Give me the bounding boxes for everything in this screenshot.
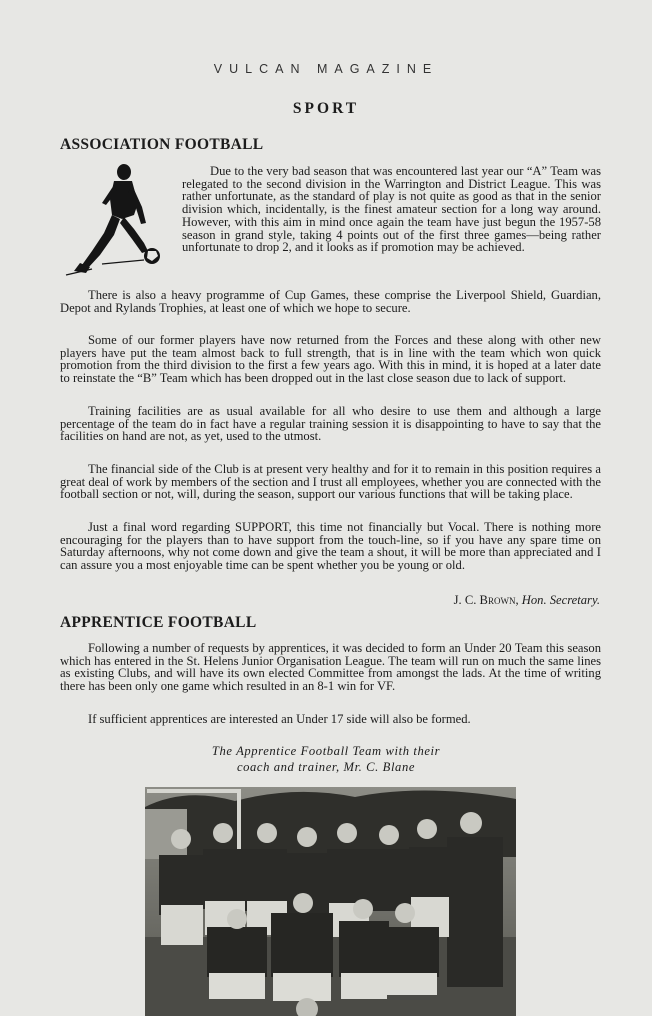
apprentice-paragraph: Following a number of requests by apprentices, it was decided to form an Under 20 Team this season which has entered in the St. Helens Junior Organisation League. The team will run on much the same lines as existing Clubs, and will have its own elected Committee from amongst the lads. At the time of writing there has been only one game which resulted in an 8-1 win for VF.	[60, 641, 601, 694]
magazine-title: VULCAN MAGAZINE	[213, 62, 439, 76]
support-paragraph: Just a final word regarding SUPPORT, this time not financially but Vocal. There is nothing more encouraging for the players than to have support from the touch-line, so if you have any spare time on Saturday afternoons, why not come down and give the team a shout, it will be more than appreciated and I can assure you a most enjoyable time can be spent whether you be young or old.	[60, 520, 601, 573]
under-17-paragraph: If sufficient apprentices are interested an Under 17 side will also be formed.	[88, 712, 471, 726]
caption-line-1: The Apprentice Football Team with their	[211, 744, 441, 758]
association-intro-paragraph: Due to the very bad season that was encountered last year our “A” Team was relegated to the second division in the Warrington and District League. This was rather unfortunate, as the standard of play is not quite as good as that in the senior division which, incidentally, is the finest amateur section for a long way around. However, with this aim in mind once again the team have just begun the 1957-58 season in grand style, taking 4 points out of the first three games—being rather unfortunate to drop 2, and it looks as if promotion may be achieved.	[182, 164, 601, 255]
cup-games-paragraph: There is also a heavy programme of Cup Games, these comprise the Liverpool Shield, Guardian, Depot and Rylands Trophies, at least one of which we hope to secure.	[60, 288, 601, 315]
signature-name: J. C. Brown,	[453, 593, 519, 607]
footballer-illustration	[62, 163, 172, 281]
association-football-heading: ASSOCIATION FOOTBALL	[60, 136, 264, 153]
signature	[454, 593, 600, 608]
caption-line-2: coach and trainer, Mr. C. Blane	[236, 760, 416, 774]
financial-paragraph: The financial side of the Club is at present very healthy and for it to remain in this position requires a great deal of work by members of the section and I trust all employees, whether you are connected with the football section or not, will, during the season, support our various functions that will be taking place.	[60, 462, 601, 502]
training-paragraph: Training facilities are as usual available for all who desire to use them and although a large percentage of the team do in fact have a regular training session it is disappointing to have to say that the facilities on hand are not, as yet, used to the utmost.	[60, 404, 601, 444]
section-title: SPORT	[292, 100, 360, 117]
former-players-paragraph: Some of our former players have now returned from the Forces and these along with other new players have put the team almost back to full strength, that is in line with the team which won quick promotion from the third division to the first a few years ago. With this in mind, it is hoped at a later date to reinstate the “B” Team which has been dropped out in the last close season due to lack of support.	[60, 333, 601, 386]
signature-title: Hon. Secretary.	[521, 593, 600, 607]
team-photograph	[145, 787, 516, 1016]
apprentice-football-heading: APPRENTICE FOOTBALL	[60, 614, 257, 631]
photo-caption	[0, 743, 652, 775]
